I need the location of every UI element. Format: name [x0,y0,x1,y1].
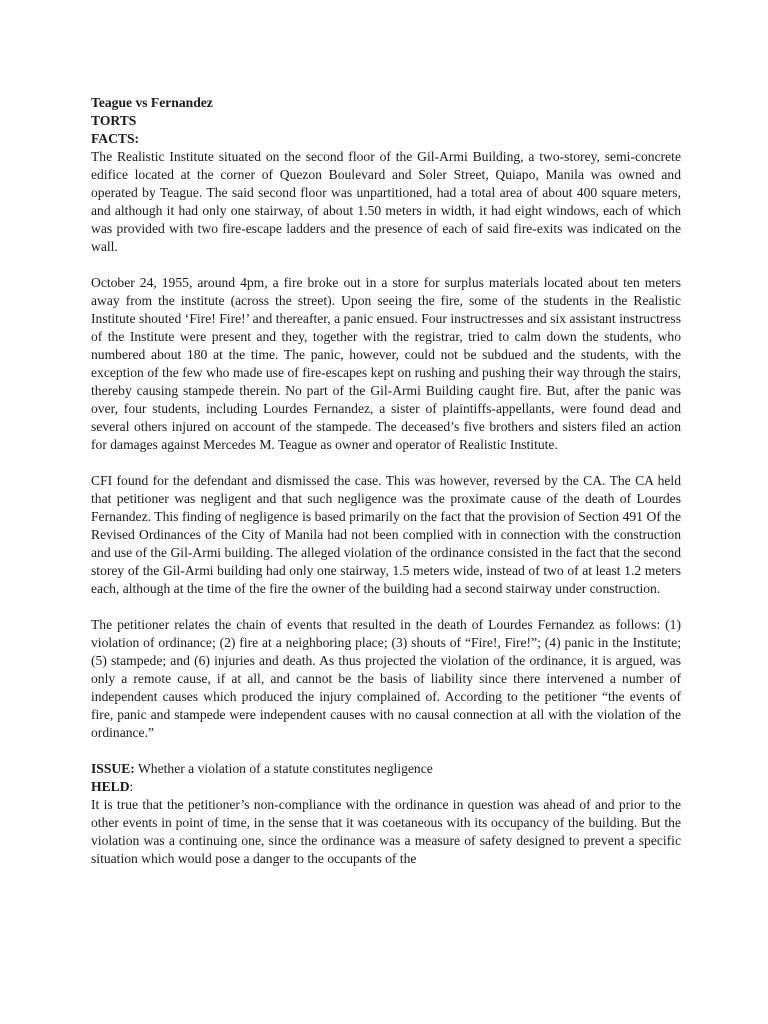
issue-text: Whether a violation of a statute constitutes negligence [134,761,433,776]
paragraph-spacer [91,454,681,472]
document-page [91,94,681,868]
subject-heading: TORTS [91,113,137,128]
issue-label: ISSUE: [91,761,135,776]
facts-paragraph-3: CFI found for the defendant and dismissed the case. This was however, reversed by the CA. The CA held that petitioner was negligent and that such negligence was the proximate cause of the death of Lourdes Fernandez. This finding of negligence is based primarily on the fact that the provision of Section 491 Of the Revised Ordinances of the City of Manila had not been complied with in connection with the construction and use of the Gil-Armi building. The alleged violation of the ordinance consisted in the fact that the second storey of the Gil-Armi building had only one stairway, 1.5 meters wide, instead of two of at least 1.2 meters each, although at the time of the fire the owner of the building had a second stairway under construction. [91,473,681,596]
held-paragraph: It is true that the petitioner’s non-compliance with the ordinance in question was ahead of and prior to the other events in point of time, in the sense that it was coetaneous with its occupancy of the building. But the violation was a continuing one, since the ordinance was a measure of safety designed to prevent a specific situation which would pose a danger to the occupants of the [91,797,681,866]
facts-paragraph-1: The Realistic Institute situated on the second floor of the Gil-Armi Building, a two-storey, semi-concrete edifice located at the corner of Quezon Boulevard and Soler Street, Quiapo, Manila was owned and operated by Teague. The said second floor was unpartitioned, had a total area of about 400 square meters, and although it had only one stairway, of about 1.50 meters in width, it had eight windows, each of which was provided with two fire-escape ladders and the presence of each of said fire-exits was indicated on the wall. [91,149,681,254]
paragraph-spacer [91,598,681,616]
issue-line [91,760,681,778]
facts-paragraph-2: October 24, 1955, around 4pm, a fire broke out in a store for surplus materials located about ten meters away from the institute (across the street). Upon seeing the fire, some of the students in the Realistic Institute shouted ‘Fire! Fire!’ and thereafter, a panic ensued. Four instructresses and six assistant instructress of the Institute were present and they, together with the registrar, tried to calm down the students, who numbered about 180 at the time. The panic, however, could not be subdued and the students, with the exception of the few who made use of fire-escapes kept on rushing and pushing their way through the stairs, thereby causing stampede therein. No part of the Gil-Armi Building caught fire. But, after the panic was over, four students, including Lourdes Fernandez, a sister of plaintiffs-appellants, were found dead and several others injured on account of the stampede. The deceased’s five brothers and sisters filed an action for damages against Mercedes M. Teague as owner and operator of Realistic Institute. [91,275,681,452]
case-title: Teague vs Fernandez [91,95,213,110]
facts-heading: FACTS: [91,131,140,146]
paragraph-spacer [91,256,681,274]
facts-paragraph-4: The petitioner relates the chain of events that resulted in the death of Lourdes Fernandez as follows: (1) violation of ordinance; (2) fire at a neighboring place; (3) shouts of “Fire!, Fire!”; (4) panic in the Institute; (5) stampede; and (6) injuries and death. As thus projected the violation of the ordinance, it is argued, was only a remote cause, if at all, and cannot be the basis of liability since there intervened a number of independent causes which produced the injury complained of. According to the petitioner “the events of fire, panic and stampede were independent causes with no causal connection at all with the violation of the ordinance.” [91,617,681,740]
held-colon: : [129,779,134,794]
paragraph-spacer [91,742,681,760]
held-line [91,778,681,796]
held-label: HELD [91,779,130,794]
